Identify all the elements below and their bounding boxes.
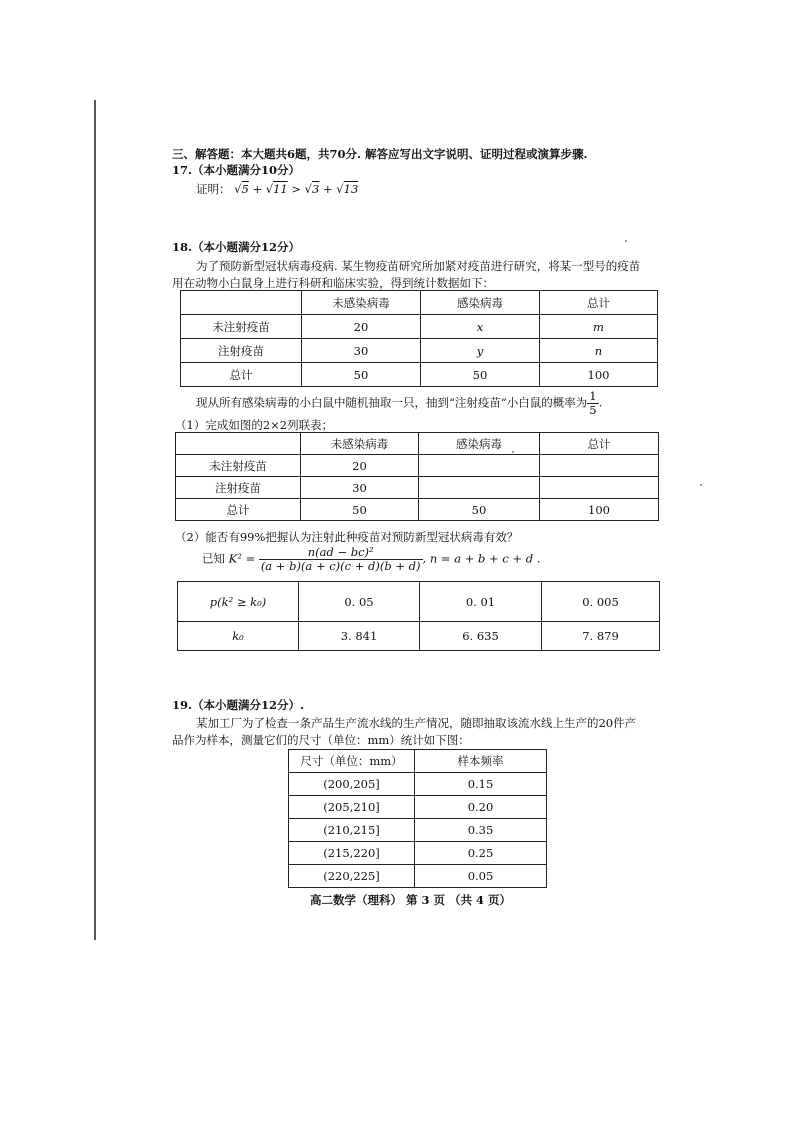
table1-cell: 注射疫苗 [181,339,302,363]
table2-cell [419,455,540,477]
scan-edge-line [94,100,96,940]
scan-speck [512,451,514,453]
proof-expression: √5 + √11 > √3 + √13 [234,182,359,196]
table1-cell: 未注射疫苗 [181,315,302,339]
q18-part1: （1）完成如图的2×2列联表； [175,418,334,432]
table2-header-blank [176,433,301,455]
freq-cell: (200,205] [289,773,415,796]
table3-cell: k₀ [178,622,299,651]
freq-cell: 0.15 [415,773,547,796]
table1-cell: n [540,339,658,363]
table3-cell: 7. 879 [542,622,660,651]
q18-para2: 用在动物小白鼠身上进行科研和临床实验，得到统计数据如下： [172,276,494,290]
q17-title: 17.（本小题满分10分） [172,163,301,177]
q18-title: 18.（本小题满分12分） [172,240,301,254]
table3-cell: p(k² ≥ k₀) [178,582,299,622]
scan-speck [625,240,627,242]
table1-header-infected: 感染病毒 [421,291,540,315]
table2-cell: 注射疫苗 [176,477,301,499]
probability-fraction: $\frac{1}{5}$ [589,389,597,417]
table2-cell [419,477,540,499]
formula-rhs: , n = a + b + c + d . [422,551,541,566]
table2-header-infected: 感染病毒 [419,433,540,455]
freq-cell: (210,215] [289,819,415,842]
formula-fraction: $\frac{\text{n(ad − bc)²}}{(a + b)(a + c)(c + d)(b + d)}$ [260,545,421,573]
table3-cell: 6. 635 [420,622,542,651]
scan-speck [700,484,702,486]
table2-cell: 未注射疫苗 [176,455,301,477]
table1-cell: 30 [302,339,421,363]
q19-frequency-table [288,749,547,888]
page-footer: 高二数学（理科） 第 3 页 （共 4 页） [310,893,512,907]
freq-cell: 0.05 [415,865,547,888]
q17-statement [196,181,358,197]
q19-para1: 某加工厂为了检查一条产品生产流水线的生产情况，随即抽取该流水线上生产的20件产 [196,716,637,730]
table2-header-total: 总计 [540,433,659,455]
known-label: 已知 [202,551,225,566]
table2-header-uninfected: 未感染病毒 [301,433,419,455]
table3-cell: 0. 005 [542,582,660,622]
table1-header-uninfected: 未感染病毒 [302,291,421,315]
q19-title: 19.（本小题满分12分）. [172,698,305,712]
table1-cell: m [540,315,658,339]
q18-para1: 为了预防新型冠状病毒疫病. 某生物疫苗研究所加紧对疫苗进行研究，将某一型号的疫苗 [196,259,641,273]
q18-table1 [180,290,658,387]
prove-label: 证明： [196,182,231,196]
freq-header-frequency: 样本频率 [415,750,547,773]
probability-sentence: 现从所有感染病毒的小白鼠中随机抽取一只，抽到“注射疫苗”小白鼠的概率为 [196,395,588,410]
table2-cell: 30 [301,477,419,499]
table2-cell: 100 [540,499,659,521]
freq-cell: (215,220] [289,842,415,865]
table2-cell: 50 [419,499,540,521]
table1-cell: x [421,315,540,339]
table1-cell: 20 [302,315,421,339]
freq-cell: (220,225] [289,865,415,888]
table2-cell: 总计 [176,499,301,521]
freq-cell: 0.20 [415,796,547,819]
table1-cell: 50 [421,363,540,387]
table1-cell: 总计 [181,363,302,387]
section-header: 三、解答题：本大题共6题，共70分. 解答应写出文字说明、证明过程或演算步骤. [172,147,588,161]
q18-part2: （2）能否有99%把握认为注射此种疫苗对预防新型冠状病毒有效？ [175,530,519,544]
table1-cell: y [421,339,540,363]
table3-cell: 0. 05 [299,582,420,622]
table2-cell [540,455,659,477]
formula-lhs: K² = [228,551,256,566]
table2-cell: 20 [301,455,419,477]
freq-cell: (205,210] [289,796,415,819]
table2-cell [540,477,659,499]
q19-para2: 品作为样本，测量它们的尺寸（单位：mm）统计如下图： [172,733,470,747]
table1-header-blank [181,291,302,315]
freq-cell: 0.25 [415,842,547,865]
q18-formula [202,546,540,573]
freq-cell: 0.35 [415,819,547,842]
table1-cell: 50 [302,363,421,387]
table2-cell: 50 [301,499,419,521]
q18-probability-text: 现从所有感染病毒的小白鼠中随机抽取一只，抽到“注射疫苗”小白鼠的概率为 $\frac{1}{5}$ . [196,389,603,417]
table3-cell: 3. 841 [299,622,420,651]
q18-table2 [175,432,659,521]
table1-header-total: 总计 [540,291,658,315]
freq-header-size: 尺寸（单位：mm） [289,750,415,773]
table3-cell: 0. 01 [420,582,542,622]
table1-cell: 100 [540,363,658,387]
q18-critical-value-table [177,581,660,651]
